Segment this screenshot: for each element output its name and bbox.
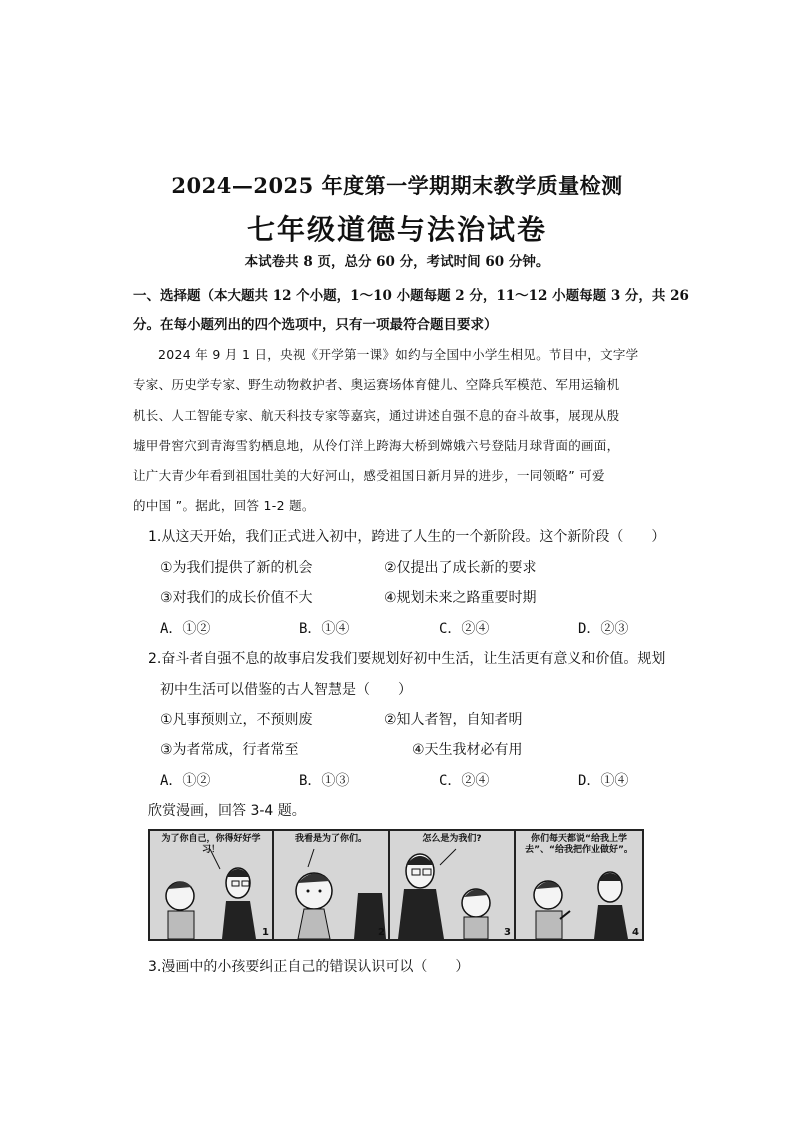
comic-caption: 我看是为了你们。 [294, 834, 367, 844]
exam-title-line2: 七年级道德与法治试卷 [246, 213, 547, 246]
q2-choice-d: D．①④ [578, 773, 629, 789]
passage-line: 让广大青少年看到祖国壮美的大好河山，感受祖国日新月异的进步，一同领略” 可爱 [133, 468, 605, 483]
comic-panel-1 [150, 831, 274, 939]
q2-option-2: ②知人者智，自知者明 [384, 712, 523, 728]
q1-option-4: ④规划未来之路重要时期 [384, 590, 537, 606]
comic-caption: 你们每天都说“给我上学去”、“给我把作业做好”。 [525, 834, 633, 855]
question-1-stem: 1.从这天开始，我们正式进入初中，跨进了人生的一个新阶段。这个新阶段（ ） [148, 529, 666, 545]
q1-option-2: ②仅提出了成长新的要求 [384, 560, 537, 576]
q2-choice-c: C．②④ [439, 773, 490, 789]
q1-choice-a: A．①② [160, 621, 211, 637]
panel-number: 2 [378, 927, 385, 938]
comic-caption: 为了你自己，你得好好学习！ [161, 834, 261, 855]
comic-panel-4 [516, 831, 642, 939]
comic-drawing-kid-talking [274, 831, 388, 939]
q1-choice-b: B．①④ [299, 621, 350, 637]
comic-intro: 欣赏漫画，回答 3-4 题。 [148, 803, 306, 819]
q2-choice-a: A．①② [160, 773, 211, 789]
passage-line: 的中国 ”。据此，回答 1-2 题。 [133, 498, 315, 513]
exam-title-line1: 2024—2025 年度第一学期期末教学质量检测 [171, 173, 623, 198]
section-heading-line2: 分。在每小题列出的四个选项中，只有一项最符合题目要求） [133, 317, 498, 333]
question-2-stem-line2: 初中生活可以借鉴的古人智慧是（ ） [160, 682, 412, 698]
comic-panel-3 [390, 831, 516, 939]
panel-number: 4 [632, 927, 639, 938]
question-2-stem-line1: 2.奋斗者自强不息的故事启发我们要规划好初中生活，让生活更有意义和价值。规划 [148, 651, 666, 667]
passage-line: 专家、历史学专家、野生动物救护者、奥运赛场体育健儿、空降兵军模范、军用运输机 [133, 377, 620, 392]
comic-caption: 怎么是为我们? [422, 834, 482, 844]
panel-number: 3 [504, 927, 511, 938]
exam-info: 本试卷共 8 页，总分 60 分，考试时间 60 分钟。 [244, 254, 550, 270]
comic-drawing-parent-and-kid [390, 831, 514, 939]
q1-choice-d: D．②③ [578, 621, 629, 637]
q2-option-4: ④天生我材必有用 [412, 742, 523, 758]
question-3-stem: 3.漫画中的小孩要纠正自己的错误认识可以（ ） [148, 959, 470, 975]
q2-option-1: ①凡事预则立，不预则废 [160, 712, 313, 728]
q1-choice-c: C．②④ [439, 621, 490, 637]
q2-option-3: ③为者常成，行者常至 [160, 742, 299, 758]
q2-choice-b: B．①③ [299, 773, 350, 789]
comic-panel-2 [274, 831, 390, 939]
comic-strip [148, 829, 644, 941]
passage-line: 机长、人工智能专家、航天科技专家等嘉宾，通过讲述自强不息的奋斗故事，展现从殷 [133, 408, 620, 423]
q1-option-3: ③对我们的成长价值不大 [160, 590, 313, 606]
panel-number: 1 [262, 927, 269, 938]
passage-line: 2024 年 9 月 1 日，央视《开学第一课》如约与全国中小学生相见。节目中，文字学 [158, 347, 639, 362]
section-heading-line1: 一、选择题（本大题共 12 个小题，1～10 小题每题 2 分，11～12 小题每题 3 分，共 26 [133, 288, 689, 304]
passage-line: 墟甲骨窖穴到青海雪豹栖息地，从伶仃洋上跨海大桥到嫦娥六号登陆月球背面的画面， [133, 438, 620, 453]
q1-option-1: ①为我们提供了新的机会 [160, 560, 313, 576]
